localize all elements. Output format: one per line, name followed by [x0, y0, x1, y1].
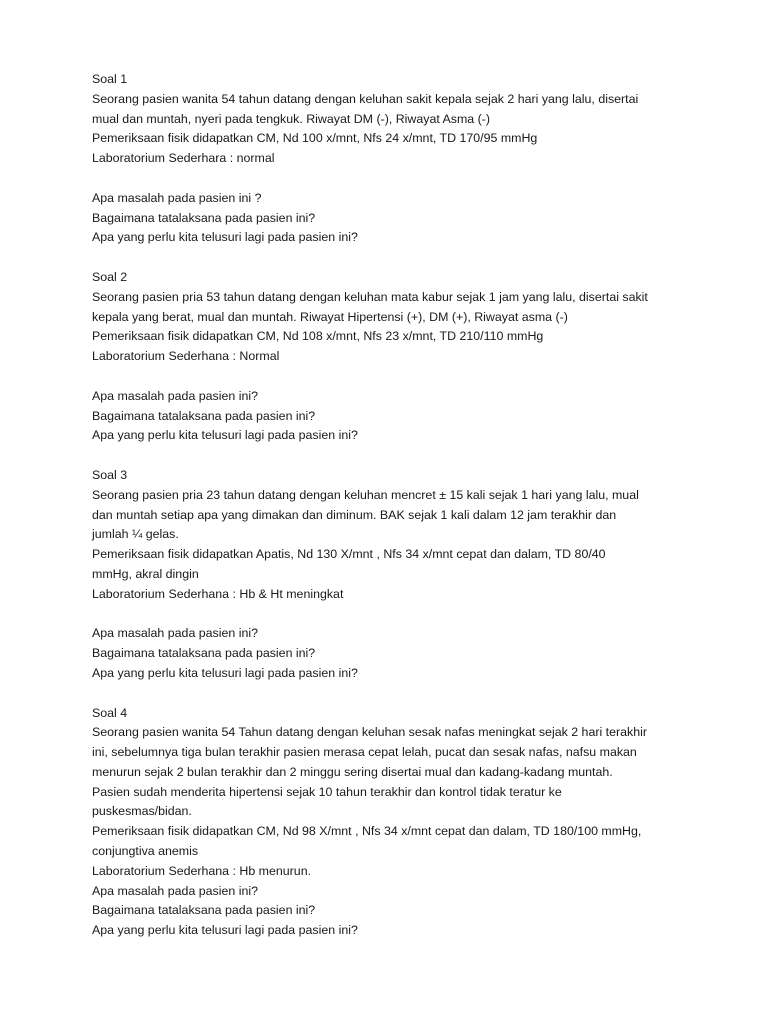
- soal-1-case-line: Pemeriksaan fisik didapatkan CM, Nd 100 x/mnt, Nfs 24 x/mnt, TD 170/95 mmHg: [92, 131, 538, 146]
- soal-3-case-line: Laboratorium Sederhana : Hb & Ht meningkat: [92, 586, 344, 601]
- paragraph-spacer: [92, 367, 692, 387]
- soal-1-question: Bagaimana tatalaksana pada pasien ini?: [92, 210, 316, 225]
- soal-1-question: Apa masalah pada pasien ini ?: [92, 190, 262, 205]
- soal-1-title: Soal 1: [92, 72, 128, 86]
- soal-3-title: Soal 3: [92, 467, 128, 482]
- soal-3-case-line: mmHg, akral dingin: [92, 566, 199, 581]
- soal-4-case-line: Pasien sudah menderita hipertensi sejak 10 tahun terakhir dan kontrol tidak teratur ke: [92, 784, 562, 799]
- soal-1-case-line: mual dan muntah, nyeri pada tengkuk. Riwayat DM (-), Riwayat Asma (-): [92, 111, 491, 126]
- soal-4-question: Bagaimana tatalaksana pada pasien ini?: [92, 903, 316, 918]
- soal-3-case-line: dan muntah setiap apa yang dimakan dan diminum. BAK sejak 1 kali dalam 12 jam terakhir dan: [92, 507, 617, 522]
- soal-4-title: Soal 4: [92, 705, 128, 720]
- paragraph-spacer: [92, 605, 692, 625]
- soal-4-case-line: ini, sebelumnya tiga bulan terakhir pasien merasa cepat lelah, pucat dan sesak nafas, nafsu makan: [92, 745, 637, 760]
- soal-4-case-line: Seorang pasien wanita 54 Tahun datang dengan keluhan sesak nafas meningkat sejak 2 hari terakhir: [92, 725, 647, 740]
- section-spacer: [92, 446, 692, 466]
- soal-3-case-line: jumlah ¼ gelas.: [92, 527, 179, 542]
- soal-2-case-line: Laboratorium Sederhana : Normal: [92, 349, 280, 364]
- soal-4-case-line: menurun sejak 2 bulan terakhir dan 2 minggu sering disertai mual dan kadang-kadang muntah.: [92, 764, 613, 779]
- soal-2-case-line: kepala yang berat, mual dan muntah. Riwayat Hipertensi (+), DM (+), Riwayat asma (-): [92, 309, 568, 324]
- soal-3-question: Apa masalah pada pasien ini?: [92, 626, 259, 641]
- soal-1: [92, 70, 692, 248]
- section-spacer: [92, 248, 692, 268]
- soal-1-question: Apa yang perlu kita telusuri lagi pada pasien ini?: [92, 230, 358, 245]
- soal-3-question: Apa yang perlu kita telusuri lagi pada pasien ini?: [92, 665, 358, 680]
- soal-2-question: Apa yang perlu kita telusuri lagi pada pasien ini?: [92, 428, 358, 443]
- section-spacer: [92, 684, 692, 704]
- soal-2-case-line: Pemeriksaan fisik didapatkan CM, Nd 108 x/mnt, Nfs 23 x/mnt, TD 210/110 mmHg: [92, 329, 544, 344]
- document-page: [92, 70, 692, 941]
- soal-3-case-line: Pemeriksaan fisik didapatkan Apatis, Nd 130 X/mnt , Nfs 34 x/mnt cepat dan dalam, TD 80/40: [92, 547, 606, 562]
- soal-4-case-line: Pemeriksaan fisik didapatkan CM, Nd 98 X/mnt , Nfs 34 x/mnt cepat dan dalam, TD 180/100 mmHg,: [92, 824, 642, 839]
- soal-2-case-line: Seorang pasien pria 53 tahun datang dengan keluhan mata kabur sejak 1 jam yang lalu, disertai sakit: [92, 289, 648, 304]
- soal-2-question: Bagaimana tatalaksana pada pasien ini?: [92, 408, 316, 423]
- soal-1-case-line: Seorang pasien wanita 54 tahun datang dengan keluhan sakit kepala sejak 2 hari yang lalu, disertai: [92, 91, 639, 106]
- soal-4: [92, 704, 692, 942]
- soal-3: [92, 466, 692, 684]
- soal-4-question: Apa masalah pada pasien ini?: [92, 883, 259, 898]
- soal-2: [92, 268, 692, 446]
- soal-3-case-line: Seorang pasien pria 23 tahun datang dengan keluhan mencret ± 15 kali sejak 1 hari yang lalu, mual: [92, 487, 639, 502]
- soal-4-case-line: puskesmas/bidan.: [92, 804, 192, 819]
- soal-1-case-line: Laboratorium Sederhara : normal: [92, 151, 275, 166]
- paragraph-spacer: [92, 169, 692, 189]
- soal-2-title: Soal 2: [92, 269, 128, 284]
- soal-4-case-line: conjungtiva anemis: [92, 844, 199, 859]
- soal-3-question: Bagaimana tatalaksana pada pasien ini?: [92, 646, 316, 661]
- soal-2-question: Apa masalah pada pasien ini?: [92, 388, 259, 403]
- soal-4-question: Apa yang perlu kita telusuri lagi pada pasien ini?: [92, 923, 358, 938]
- soal-4-case-line: Laboratorium Sederhana : Hb menurun.: [92, 863, 312, 878]
